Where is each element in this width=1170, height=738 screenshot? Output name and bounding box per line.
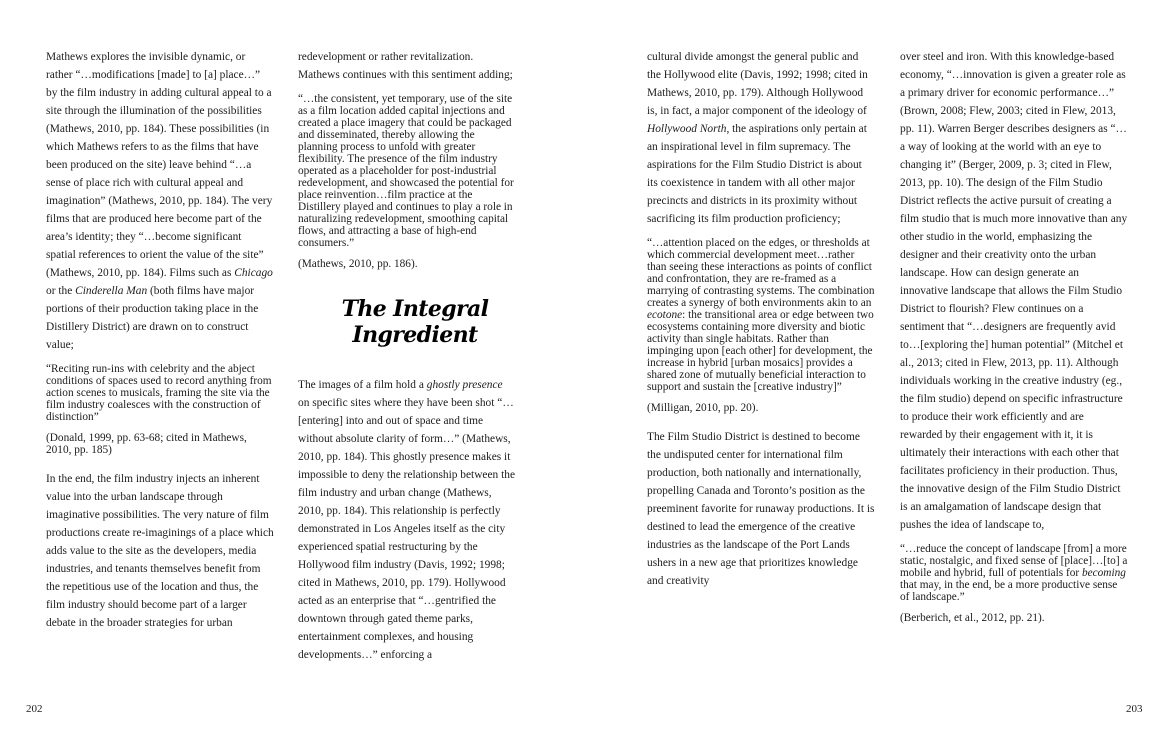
body-paragraph: cultural divide amongst the general public and the Hollywood elite (Davis, 1992; 1998; cited in Mathews, 2010, pp. 179). Although Hollywood is, in fact, a major component of the ideology of Hollywood North, the aspirations only pertain at an inspirational level in film supremacy. The aspirations for the Film Studio District is about its coexistence in tandem with all other major precincts and districts in its proximity without sacrificing its film production proficiency; xyxy=(647,51,868,225)
body-paragraph: The Film Studio District is destined to become the undisputed center for international film production, both nationally and internationally, propelling Canada and Toronto’s position as the preeminent favorite for runaway productions. It is destined to lead the emergence of the creative industries as the landscape of the Port Lands ushers in a new age that prioritizes knowledge and creativity xyxy=(647,431,875,587)
right-page-column-1 xyxy=(647,48,875,590)
block-quote: “…the consistent, yet temporary, use of the site as a film location added capital injections and created a place imagery that could be packaged and disseminated, thereby allowing the planning process to unfold with greater flexibility. The presence of the film industry operated as a placeholder for post-industrial redevelopment, and showcased the potential for place reinvention…film practice at the Distillery played and continues to play a role in naturalizing redevelopment, smoothing capital flows, and attracting a base of high-end consumers.” xyxy=(298,93,514,249)
block-quote: “…reduce the concept of landscape [from] a more static, nostalgic, and fixed sense of [place]…[to] a mobile and hybrid, full of potentials for becoming that may, in the end, be a more productive sense of landscape.” xyxy=(900,543,1128,603)
block-quote: “…attention placed on the edges, or thresholds at which commercial development meet…rather than seeing these interactions as points of conflict and confrontation, they are re-framed as a marrying of contrasting systems. The combination creates a synergy of both environments akin to an ecotone: the transitional area or edge between two ecosystems containing more diversity and biotic activity than single habitats. Rather than impinging upon [each other] for development, the increase in hybrid [urban mosaics] provides a shared zone of mutually beneficial interaction to support and sustain the [creative industry]” xyxy=(647,237,875,393)
body-paragraph: In the end, the film industry injects an inherent value into the urban landscape through imaginative possibilities. The very nature of film productions create re-imaginings of a place which adds value to the site as the developers, media industries, and tenants themselves benefit from the repetitious use of the location and thus, the film industry should become part of a larger debate in the broader strategies for urban xyxy=(46,473,274,629)
left-page-column-2 xyxy=(298,48,516,664)
body-paragraph: Mathews explores the invisible dynamic, or rather “…modifications [made] to [a] place…” by the film industry in adding cultural appeal to a site through the illumination of the possibilities (Mathews, 2010, pp. 184). These possibilities (in which Mathews refers to as the films that have been produced on the site) leave behind “…a sense of place rich with cultural appeal and imagination” (Mathews, 2010, pp. 184). The very films that are produced here become part of the area’s identity; they “…become significant spatial references to orient the value of the site” (Mathews, 2010, pp. 184). Films such as Chicago or the Cinderella Man (both films have major portions of their production taking place in the Distillery District) are drawn on to construct value; xyxy=(46,51,273,351)
page-number-left: 202 xyxy=(26,703,43,715)
citation: (Mathews, 2010, pp. 186). xyxy=(298,258,418,270)
body-paragraph: redevelopment or rather revitalization. Mathews continues with this sentiment adding; xyxy=(298,51,513,81)
body-paragraph: over steel and iron. With this knowledge-based economy, “…innovation is given a greater role as a primary driver for economic performance…” (Brown, 2008; Flew, 2003; cited in Flew, 2013, pp. 11). Warren Berger describes designers as “…a way of looking at the world with an eye to changing it” (Berger, 2009, p. 3; cited in Flew, 2013, pp. 10). The design of the Film Studio District reflects the active pursuit of creating a film studio that is much more innovative than any other studio in the world, emphasizing the designer and their creativity onto the urban landscape. How can design generate an innovative landscape that allows the Film Studio District to flourish? Flew continues on a sentiment that “…designers are frequently avid to…[exploring the] human potential” (Mitchel et al., 2013; cited in Flew, 2013, pp. 11). Although individuals working in the creative industry (eg., the film studio) depend on specific infrastructure to produce their work efficiently and are rewarded by their engagement with it, it is ultimately their interactions with each other that facilitates proficiency in their production. Thus, the innovative design of the Film Studio District is an amalgamation of landscape design that pushes the idea of landscape to, xyxy=(900,51,1128,531)
citation: (Berberich, et al., 2012, pp. 21). xyxy=(900,612,1045,624)
citation: (Donald, 1999, pp. 63-68; cited in Mathews, 2010, pp. 185) xyxy=(46,432,247,456)
section-heading: The Integral Ingredient xyxy=(341,296,489,348)
right-page-column-2 xyxy=(900,48,1128,624)
left-page-column-1 xyxy=(46,48,274,632)
block-quote: “Reciting run-ins with celebrity and the abject conditions of spaces used to record anything from action scenes to musicals, framing the site via the film industry coalesces with the construction of distinction” xyxy=(46,363,272,423)
citation: (Milligan, 2010, pp. 20). xyxy=(647,402,759,414)
body-paragraph: The images of a film hold a ghostly presence on specific sites where they have been shot “…[entering] into and out of space and time without absolute clarity of form…” (Mathews, 2010, pp. 184). This ghostly presence makes it impossible to deny the relationship between the film industry and urban change (Mathews, 2010, pp. 184). This relationship is perfectly demonstrated in Los Angeles itself as the city experienced spatial restructuring by the Hollywood film industry (Davis, 1992; 1998; cited in Mathews, 2010, pp. 179). Hollywood acted as an enterprise that “…gentrified the downtown through gated theme parks, entertainment complexes, and housing developments…” enforcing a xyxy=(298,379,516,661)
page-number-right: 203 xyxy=(1126,703,1143,715)
